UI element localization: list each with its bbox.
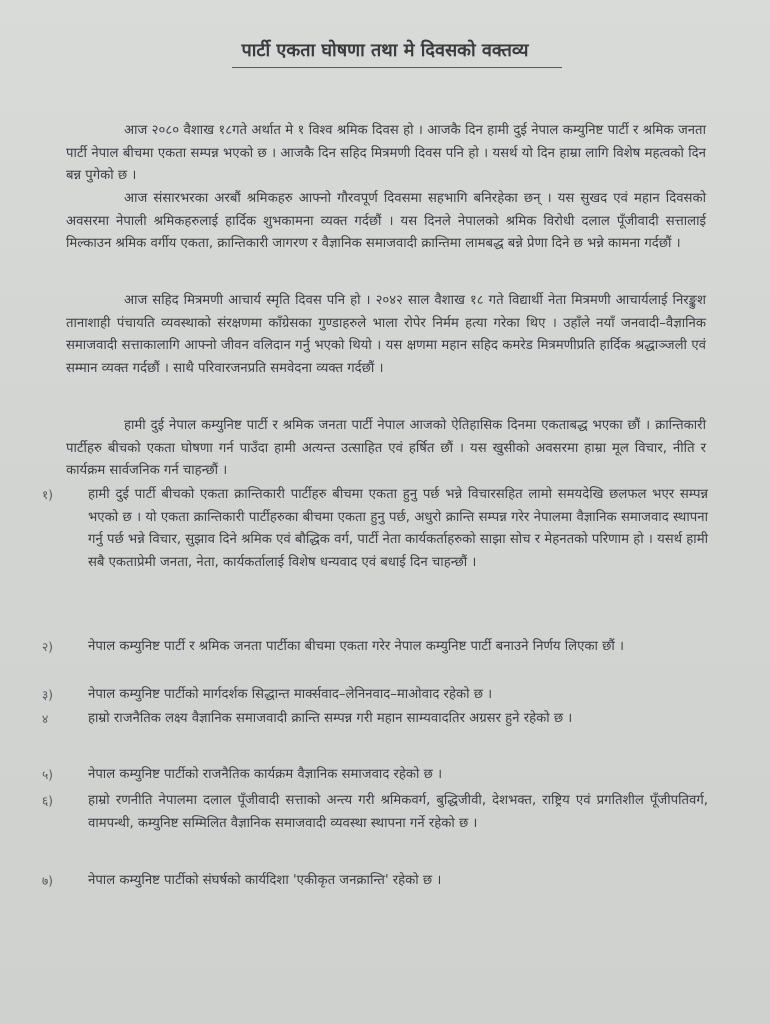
paragraph-4	[66, 415, 706, 483]
list-item-5	[28, 764, 708, 787]
title-underline	[232, 67, 562, 68]
list-item-number: ३)	[42, 688, 53, 702]
paragraph-2-text: आज संसारभरका अरबौं श्रमिकहरु आफ्नो गौरवपूर्ण दिवसमा सहभागि बनिरहेका छन् । यस सुखद एवं महान दिवसको अवसरमा नेपाली श्रमिकहरुलाई हार्दिक शुभकामना व्यक्त गर्दछौं । यस दिनले नेपालको श्रमिक विरोधी दलाल पूँजीवादी सत्तालाई मिल्काउन श्रमिक वर्गीय एकता, क्रान्तिकारी जागरण र वैज्ञानिक समाजवादी क्रान्तिमा लामबद्ध बन्ने प्रेणा दिने छ भन्ने कामना गर्दछौं ।	[66, 191, 706, 251]
paragraph-3-text: आज सहिद मित्रमणी आचार्य स्मृति दिवस पनि हो । २०४२ साल वैशाख १८ गते विद्यार्थी नेता मित्रमणी आचार्यलाई निरङ्कुश तानाशाही पंचायति व्यवस्थाको संरक्षणमा काँग्रेसका गुण्डाहरुले भाला रोपेर निर्मम हत्या गरेका थिए । उहाँले नयाँ जनवादी–वैज्ञानिक समाजवादी सत्ताकालागि आफ्नो जीवन वलिदान गर्नु भएको थियो । यस क्षणमा महान सहिद कमरेड मित्रमणीप्रति हार्दिक श्रद्धाञ्जली एवं सम्मान व्यक्त गर्दछौं । साथै परिवारजनप्रति समवेदना व्यक्त गर्दछौं ।	[66, 293, 706, 376]
list-item-number: १)	[42, 488, 53, 502]
list-item-2	[28, 636, 708, 659]
list-item-number: ६)	[42, 794, 53, 808]
paragraph-4-text: हामी दुई नेपाल कम्युनिष्ट पार्टी र श्रमिक जनता पार्टी नेपाल आजको ऐतिहासिक दिनमा एकताबद्ध भएका छौं । क्रान्तिकारी पार्टीहरु बीचको एकता घोषणा गर्न पाउँदा हामी अत्यन्त उत्साहित एवं हर्षित छौं । यस खुसीको अवसरमा हाम्रा मूल विचार, नीति र कार्यक्रम सार्वजनिक गर्न चाहन्छौं ।	[66, 418, 706, 478]
list-item-number: ७)	[42, 874, 53, 888]
list-item-4	[28, 708, 708, 731]
list-item-text: नेपाल कम्युनिष्ट पार्टीको संघर्षको कार्यदिशा 'एकीकृत जनक्रान्ति' रहेको छ ।	[88, 873, 442, 888]
list-item-6	[28, 790, 708, 835]
list-item-7	[28, 870, 708, 893]
document-title: पार्टी एकता घोषणा तथा मे दिवसको वक्तव्य	[241, 40, 529, 61]
list-item-text: नेपाल कम्युनिष्ट पार्टी र श्रमिक जनता पार्टीका बीचमा एकता गरेर नेपाल कम्युनिष्ट पार्टी बनाउने निर्णय लिएका छौं ।	[88, 639, 624, 654]
list-item-3	[28, 684, 708, 707]
list-item-text: हाम्रो रणनीति नेपालमा दलाल पूँजीवादी सत्ताको अन्त्य गरी श्रमिकवर्ग, बुद्धिजीवी, देशभक्त, राष्ट्रिय एवं प्रगतिशील पूँजीपतिवर्ग, वामपन्थी, कम्युनिष्ट सम्मिलित वैज्ञानिक समाजवादी व्यवस्था स्थापना गर्ने रहेको छ ।	[88, 793, 708, 831]
list-item-number: ५)	[42, 768, 53, 782]
paragraph-1-text: आज २०८० वैशाख १८गते अर्थात मे १ विश्व श्रमिक दिवस हो । आजकै दिन हामी दुई नेपाल कम्युनिष्ट पार्टी र श्रमिक जनता पार्टी नेपाल बीचमा एकता सम्पन्न भएको छ । आजकै दिन सहिद मित्रमणी दिवस पनि हो । यसर्थ यो दिन हाम्रा लागि विशेष महत्वको दिन बन्न पुगेको छ ।	[66, 123, 706, 183]
paragraph-3	[66, 290, 706, 380]
list-item-text: हाम्रो राजनैतिक लक्ष्य वैज्ञानिक समाजवादी क्रान्ति सम्पन्न गरी महान साम्यवादतिर अग्रसर हुने रहेको छ ।	[88, 711, 573, 726]
list-item-text: नेपाल कम्युनिष्ट पार्टीको मार्गदर्शक सिद्धान्त मार्क्सवाद–लेनिनवाद–माओवाद रहेको छ ।	[88, 687, 493, 702]
list-item-1	[28, 484, 708, 574]
list-item-text: हामी दुई पार्टी बीचको एकता क्रान्तिकारी पार्टीहरु बीचमा एकता हुनु पर्छ भन्ने विचारसहित लामो समयदेखि छलफल भएर सम्पन्न भएको छ । यो एकता क्रान्तिकारी पार्टीहरुका बीचमा एकता हुनु पर्छ, अधुरो क्रान्ति सम्पन्न गरेर नेपालमा वैज्ञानिक समाजवाद स्थापना गर्नु पर्छ भन्ने विचार, सुझाव दिने श्रमिक एवं बौद्धिक वर्ग, पार्टी नेता कार्यकर्ताहरुको साझा सोच र मेहनतको परिणाम हो । यसर्थ हामी सबै एकताप्रेमी जनता, नेता, कार्यकर्तालाई विशेष धन्यवाद एवं बधाई दिन चाहन्छौं ।	[88, 487, 708, 570]
list-item-number: ४	[42, 712, 49, 726]
list-item-text: नेपाल कम्युनिष्ट पार्टीको राजनैतिक कार्यक्रम वैज्ञानिक समाजवाद रहेको छ ।	[88, 767, 443, 782]
list-item-number: २)	[42, 640, 53, 654]
paragraph-2	[66, 188, 706, 256]
paragraph-1	[66, 120, 706, 188]
